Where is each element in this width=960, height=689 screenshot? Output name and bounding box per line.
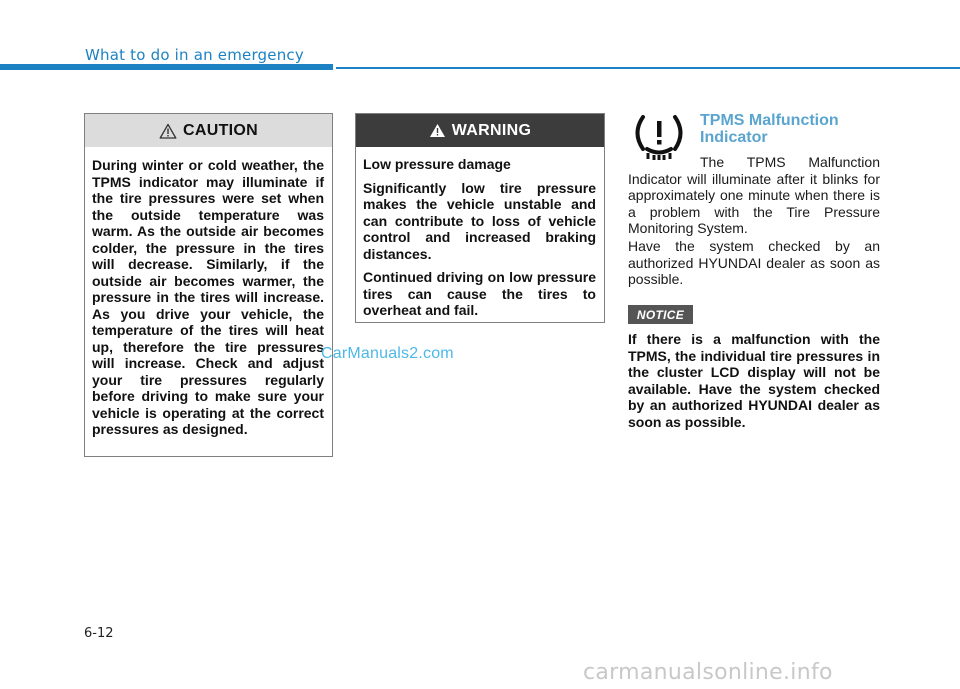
caution-header [85, 114, 332, 147]
warning-triangle-outline-icon [159, 123, 177, 139]
warning-paragraph-1: Significantly low tire pressure makes the vehicle unstable and can contribute to loss of vehicle control and increased braking distances. [363, 179, 596, 262]
warning-triangle-filled-icon [429, 123, 446, 138]
warning-label: WARNING [451, 121, 532, 139]
page-number: 6-12 [84, 626, 114, 641]
warning-paragraph-2: Continued driving on low pressure tires can cause the tires to overheat and fail. [363, 269, 596, 318]
warning-box [355, 113, 605, 323]
notice-text: If there is a malfunction with the TPMS, the individual tire pressures in the cluster LCD display will not be available. Have the system checked by an authorized HYUNDAI dealer as soon as possible. [628, 331, 880, 430]
watermark-carmanuals2: CarManuals2.com [321, 345, 454, 362]
tpms-title: TPMS Malfunction Indicator [700, 112, 839, 146]
warning-body [356, 147, 604, 319]
footer-watermark: carmanualsonline.info [583, 660, 833, 685]
tpms-paragraph-2: Have the system checked by an authorized HYUNDAI dealer as soon as possible. [628, 238, 880, 287]
notice-badge: NOTICE [628, 305, 693, 324]
tpms-paragraph-1: The TPMS Malfunction Indicator will illuminate after it blinks for approximately one minute when there is a problem with the Tire Pressure Monitoring System. [628, 154, 880, 236]
section-title: What to do in an emergency [85, 46, 304, 64]
header-rule-thin [336, 67, 960, 69]
caution-label: CAUTION [183, 121, 258, 139]
caution-box [84, 113, 333, 457]
header-rule-thick [0, 64, 333, 70]
warning-header [356, 114, 604, 147]
caution-text: During winter or cold weather, the TPMS indicator may illuminate if the tire pressures were set when the outside temperature was warm. As the outside air becomes colder, the pressure in the tires will decrease. Similarly, if the outside air becomes warmer, the pressure in the tires will increase. As you drive your vehicle, the temperature of the tires will heat up, therefore the tire pressures will increase. Check and adjust your tire pressures regularly before driving to make sure your vehicle is operating at the correct pressures as designed. [92, 157, 324, 437]
warning-subtitle: Low pressure damage [363, 156, 511, 172]
caution-body [85, 147, 332, 438]
